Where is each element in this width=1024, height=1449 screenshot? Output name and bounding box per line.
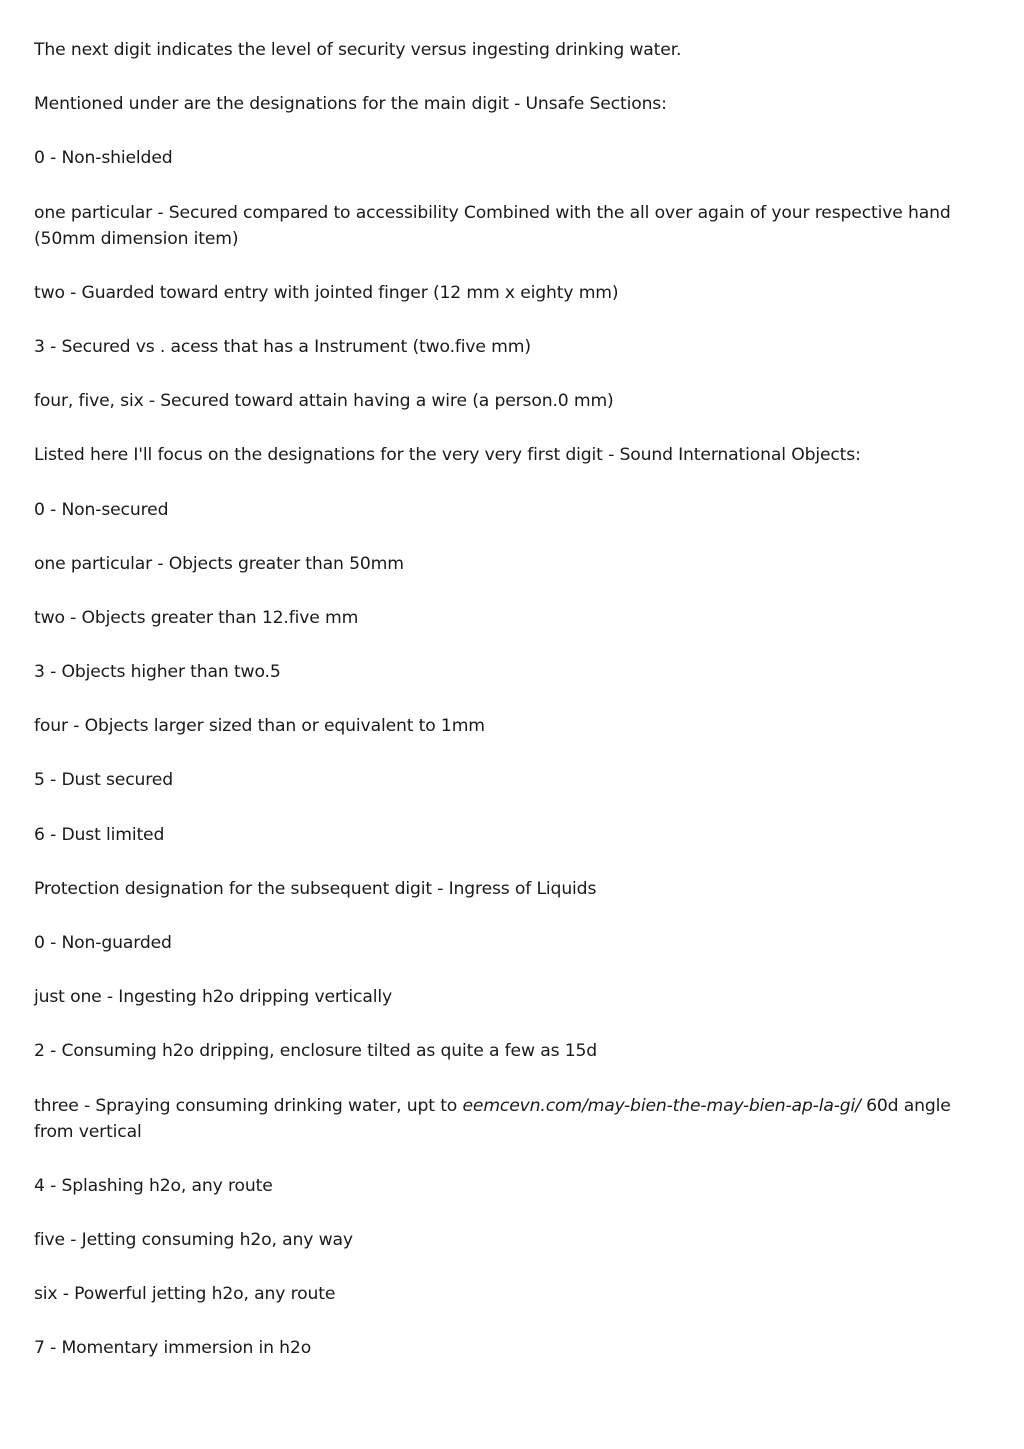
inline-link-text: eemcevn.com/may-bien-the-may-bien-ap-la-gi/: [462, 1095, 861, 1116]
list-item: two - Objects greater than 12.five mm: [34, 607, 359, 628]
list-item: one particular - Secured compared to accessibility Combined with the all over again of your respective hand (50mm dimension item): [34, 202, 951, 249]
list-item: four - Objects larger sized than or equivalent to 1mm: [34, 716, 485, 737]
list-item: 0 - Non-secured: [34, 499, 169, 520]
list-item: one particular - Objects greater than 50mm: [34, 553, 404, 574]
list-item: 0 - Non-shielded: [34, 148, 173, 169]
list-item: 6 - Dust limited: [34, 824, 165, 845]
paragraph-solid-objects-heading: Listed here I'll focus on the designations for the very very first digit - Sound International Objects:: [34, 445, 861, 466]
list-item: 4 - Splashing h2o, any route: [34, 1175, 273, 1196]
list-item: 7 - Momentary immersion in h2o: [34, 1338, 312, 1359]
list-item: 3 - Secured vs . acess that has a Instrument (two.five mm): [34, 336, 531, 357]
list-item: 2 - Consuming h2o dripping, enclosure tilted as quite a few as 15d: [34, 1041, 598, 1062]
list-item: six - Powerful jetting h2o, any route: [34, 1284, 336, 1305]
paragraph-liquids-heading: Protection designation for the subsequent digit - Ingress of Liquids: [34, 878, 597, 899]
list-item: four, five, six - Secured toward attain having a wire (a person.0 mm): [34, 391, 614, 412]
list-item-spraying: [34, 1093, 994, 1145]
paragraph-intro: The next digit indicates the level of security versus ingesting drinking water.: [34, 40, 682, 60]
list-item: 3 - Objects higher than two.5: [34, 662, 281, 683]
paragraph-first-digit-heading: Mentioned under are the designations for the main digit - Unsafe Sections:: [34, 94, 667, 115]
list-item: 5 - Dust secured: [34, 770, 173, 791]
spray-text-after: 60d angle from vertical: [34, 1095, 951, 1142]
list-item: just one - Ingesting h2o dripping vertically: [34, 987, 392, 1008]
spray-text-before: three - Spraying consuming drinking water, upt to: [34, 1095, 463, 1116]
document-body: [34, 37, 994, 1390]
list-item: 0 - Non-guarded: [34, 933, 172, 953]
list-item: two - Guarded toward entry with jointed finger (12 mm x eighty mm): [34, 282, 619, 303]
list-item: five - Jetting consuming h2o, any way: [34, 1229, 353, 1250]
